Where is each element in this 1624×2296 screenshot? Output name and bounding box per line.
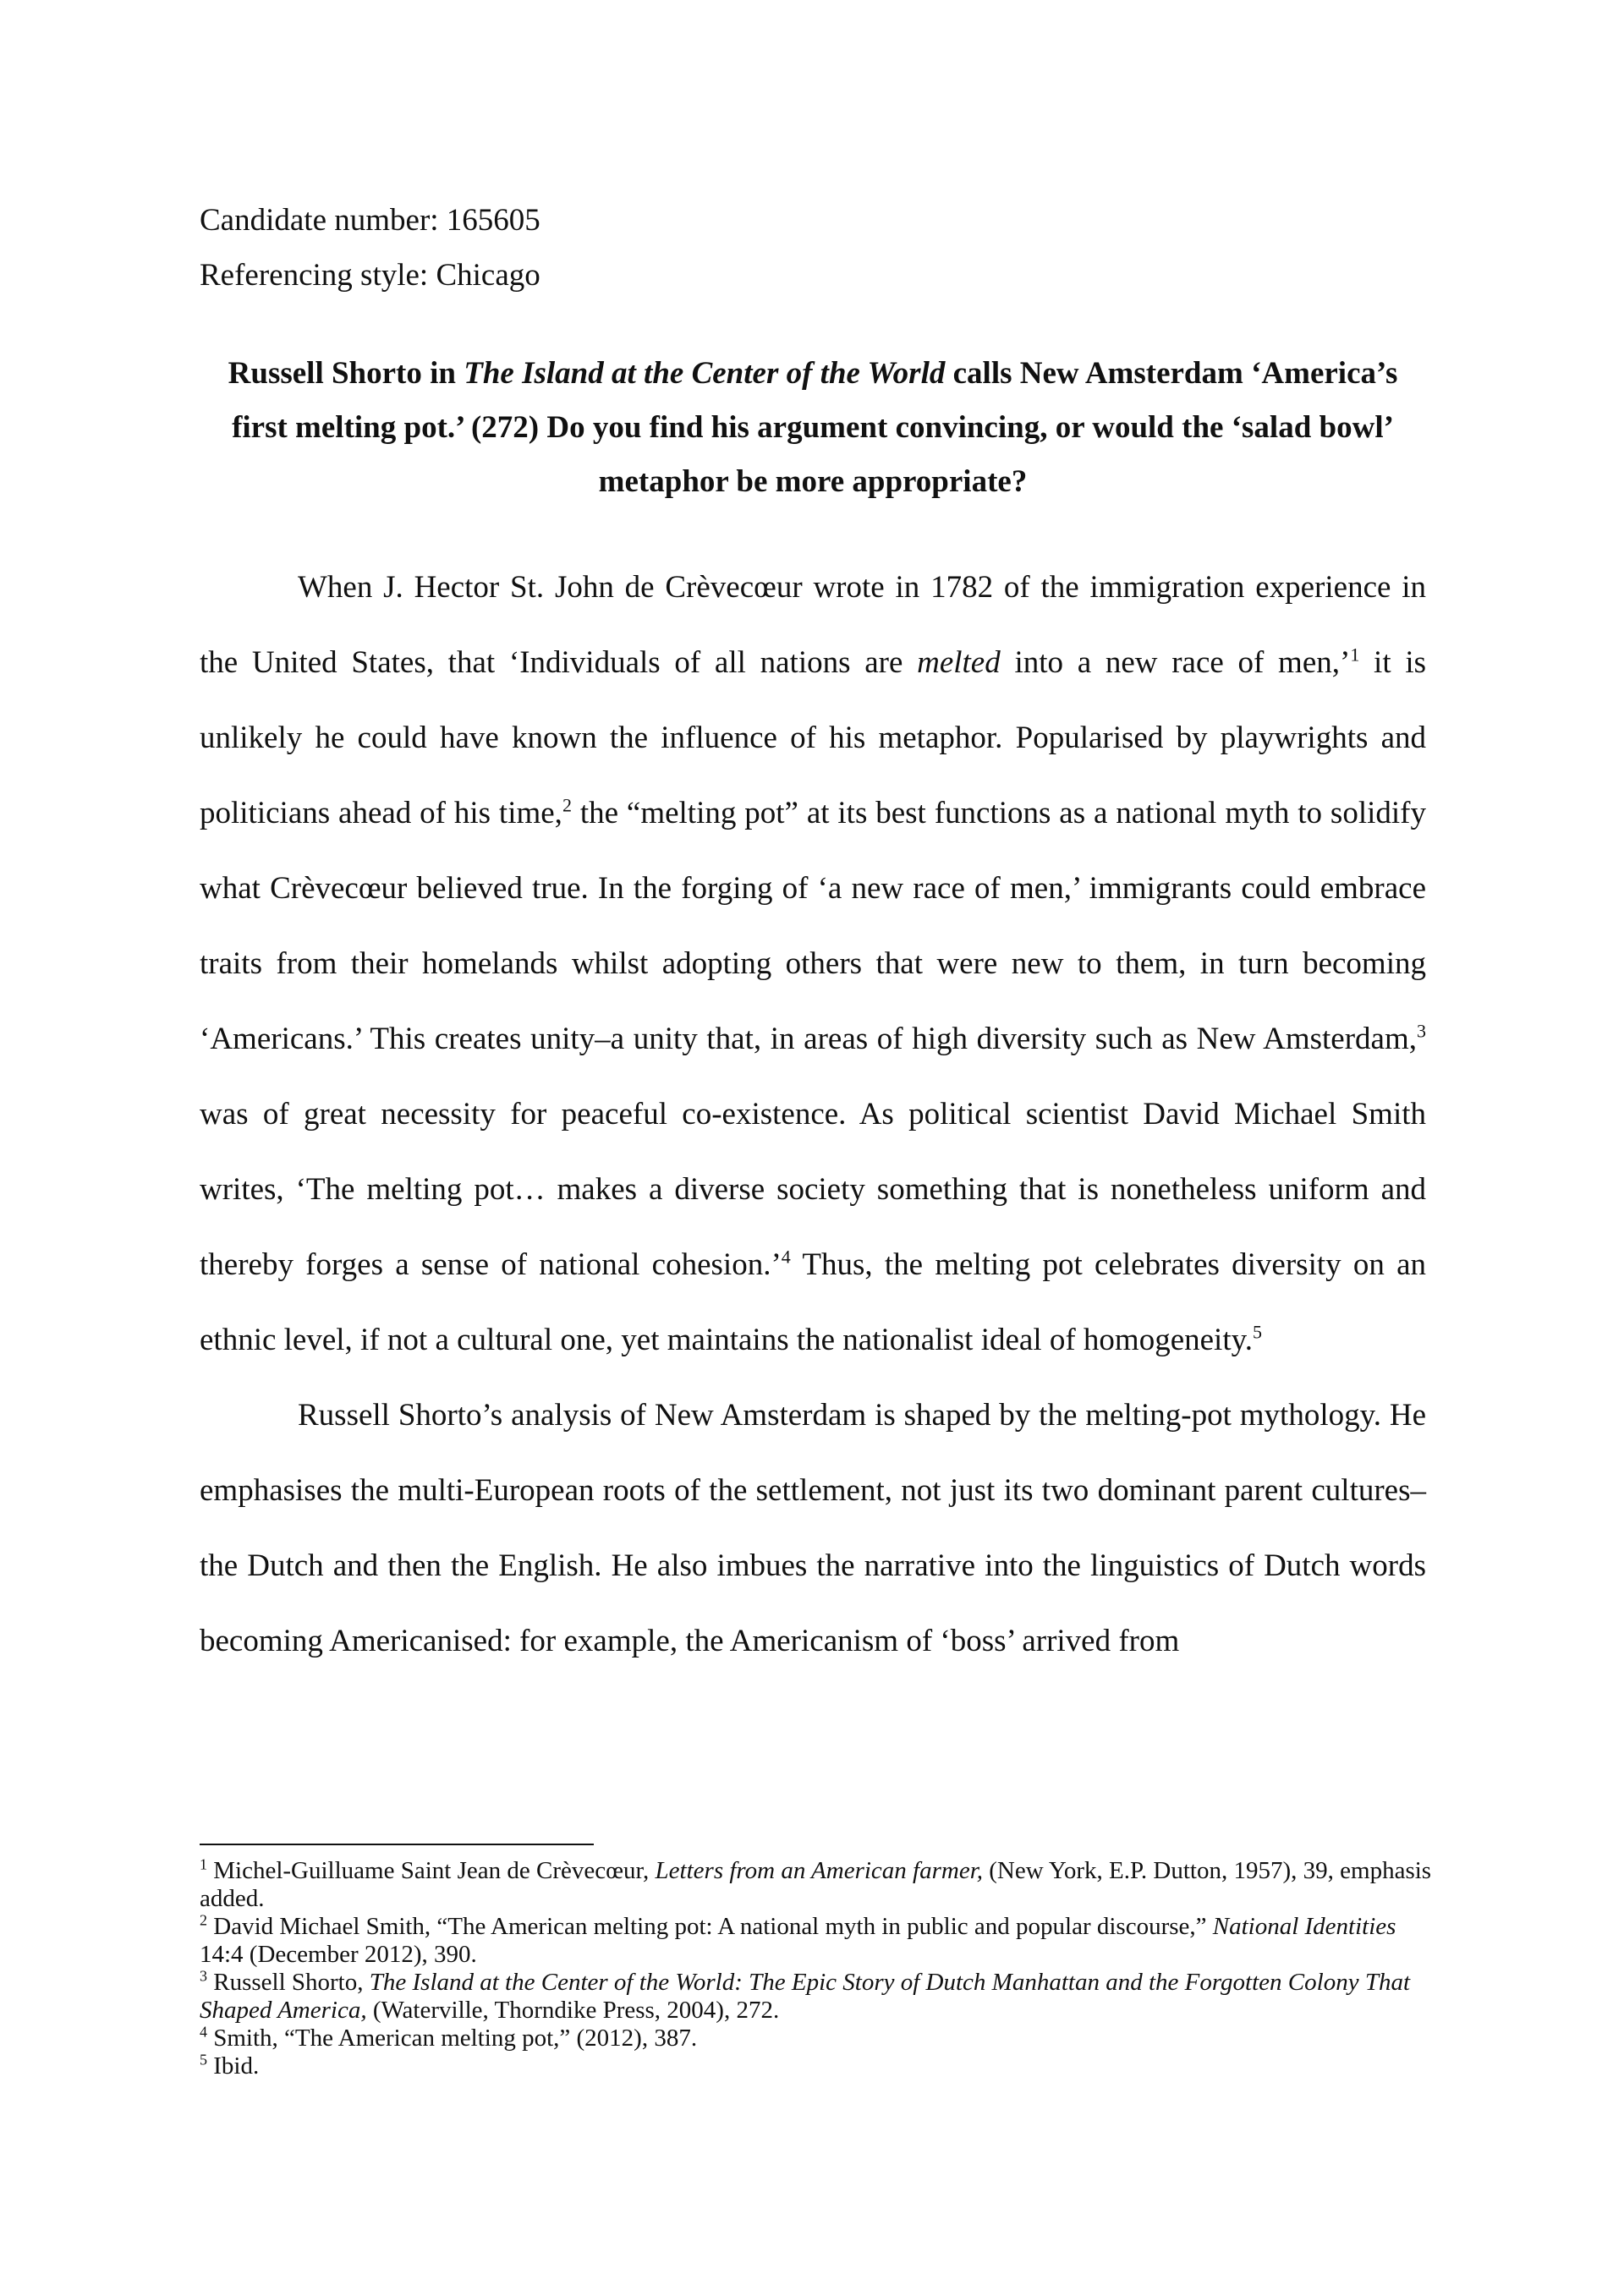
title-part-2: calls New Amsterdam ‘America’s first melting pot.’ (272) Do you find his argument convincing, or would the ‘salad bowl’ metaphor be more appropriate? (232, 356, 1398, 499)
footnote-number: 4 (200, 2023, 207, 2041)
footnote-ref-1: 1 (1350, 644, 1360, 666)
footnote-ref-2: 2 (562, 794, 572, 816)
p1-text-6: Thus, the melting pot celebrates diversity on an ethnic level, if not a cultural one, yet maintains the nationalist ideal of homogeneity. (200, 1247, 1427, 1357)
footnote-2 (200, 1913, 1435, 1969)
p1-text-4: the “melting pot” at its best functions as a national myth to solidify what Crèvecœur believed true. In the forging of ‘a new race of men,’ immigrants could embrace traits from their homelands whilst adopting others that were new to them, in turn becoming ‘Americans.’ This creates unity–a unity that, in areas of high diversity such as New Amsterdam, (200, 796, 1426, 1056)
footnote-text: Russell Shorto, (207, 1969, 370, 1996)
footnote-text: Smith, “The American melting pot,” (2012), 387. (207, 2025, 698, 2052)
candidate-number: Candidate number: 165605 (200, 203, 540, 238)
p1-italic-melted: melted (917, 645, 1001, 680)
footnote-italic: The Island at the Center of the World: The Epic Story of Dutch Manhattan and the Forgotten Colony That Shaped America, (200, 1969, 1410, 2024)
footnote-text-end: 14:4 (December 2012), 390. (200, 1941, 477, 1968)
footnote-1 (200, 1857, 1435, 1913)
footnote-italic: Letters from an American farmer, (655, 1857, 984, 1884)
p1-text-3: it is unlikely he could have known the influence of his metaphor. Popularised by playwrights and politicians ahead of his time, (200, 645, 1426, 830)
footnote-4 (200, 2025, 1435, 2052)
footnote-3 (200, 1969, 1435, 2025)
footnote-number: 3 (200, 1967, 207, 1985)
paragraph-2: Russell Shorto’s analysis of New Amsterdam is shaped by the melting-pot mythology. He emphasises the multi-European roots of the settlement, not just its two dominant parent cultures–the Dutch and then the English. He also imbues the narrative into the linguistics of Dutch words becoming Americanised: for example, the Americanism of ‘boss’ arrived from (200, 1398, 1426, 1658)
footnote-text: Ibid. (207, 2052, 260, 2080)
footnote-number: 5 (200, 2051, 207, 2069)
footnote-text-end: (Waterville, Thorndike Press, 2004), 272. (366, 1997, 780, 2024)
footnote-number: 2 (200, 1911, 207, 1929)
footnote-ref-5: 5 (1252, 1321, 1262, 1343)
paragraph-1 (200, 550, 1426, 1378)
p1-text-1: When J. Hector St. John de Crèvecœur wrote in 1782 of the immigration experience in the United States, that ‘Individuals of all nations are (200, 570, 1426, 680)
footnote-ref-4: 4 (781, 1246, 791, 1268)
footnote-text: David Michael Smith, “The American melting pot: A national myth in public and popular discourse,” (207, 1913, 1213, 1940)
footnote-text: Michel-Guilluame Saint Jean de Crèvecœur, (207, 1857, 656, 1884)
referencing-style: Referencing style: Chicago (200, 258, 540, 293)
p1-text-2: into a new race of men,’ (1000, 645, 1351, 680)
essay-body (200, 550, 1426, 1679)
footnote-separator (200, 1844, 594, 1845)
title-book-italic: The Island at the Center of the World (464, 356, 946, 391)
footnotes (200, 1857, 1435, 2080)
p1-text-5: was of great necessity for peaceful co-existence. As political scientist David Michael Smith writes, ‘The melting pot… makes a diverse society something that is nonetheless uniform and thereby forges a sense of national cohesion.’ (200, 1097, 1426, 1282)
title-part-1: Russell Shorto in (228, 356, 464, 391)
footnote-text-end: (New York, E.P. Dutton, 1957), 39, emphasis added. (200, 1857, 1432, 1912)
footnote-italic: National Identities (1212, 1913, 1396, 1940)
footnote-5 (200, 2052, 1435, 2080)
footnote-ref-3: 3 (1417, 1020, 1426, 1042)
footnote-number: 1 (200, 1855, 207, 1873)
essay-title (200, 347, 1426, 509)
